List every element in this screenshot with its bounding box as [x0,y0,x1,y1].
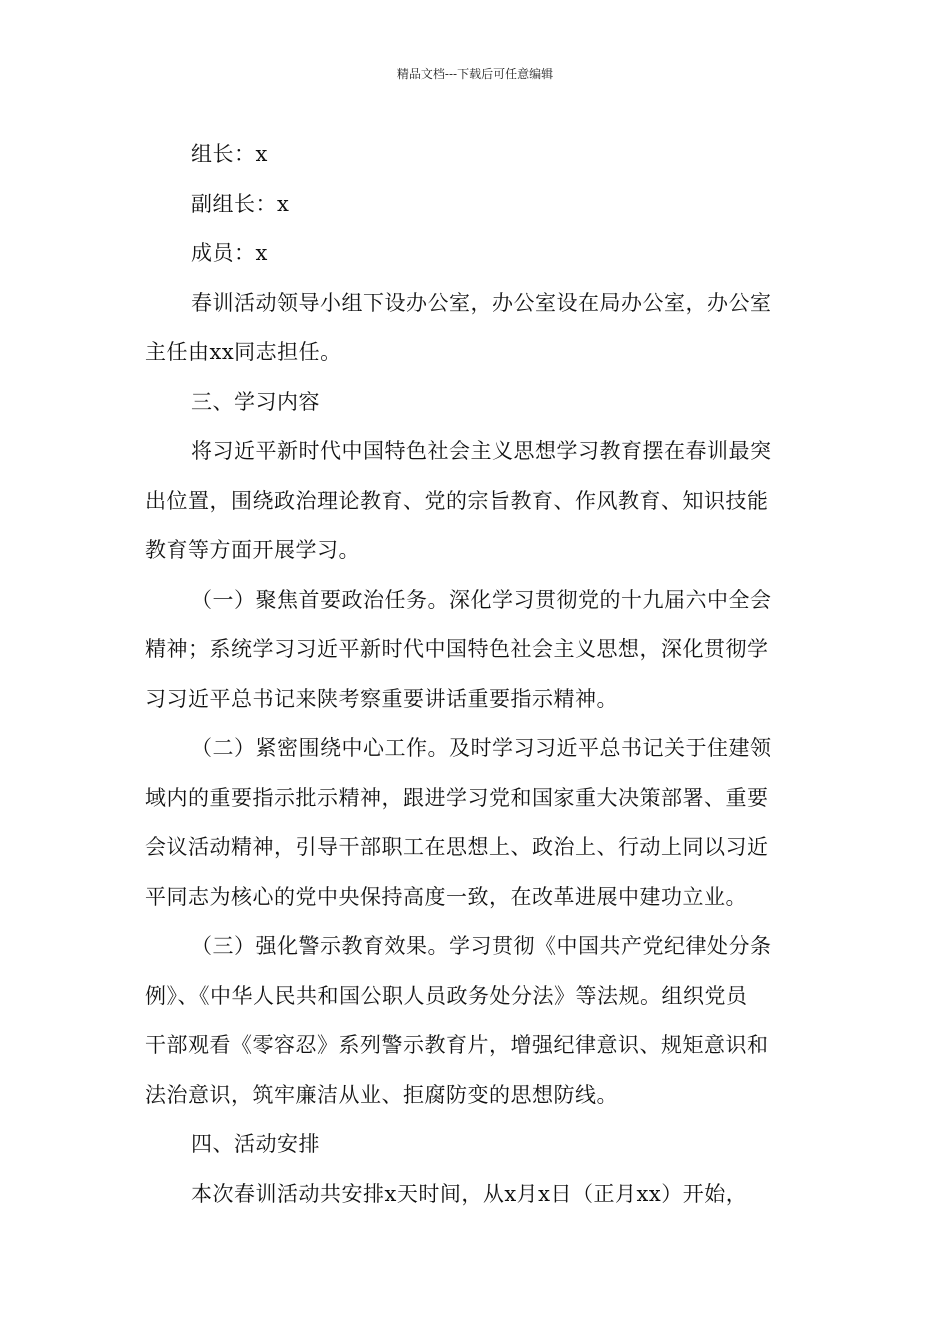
text-line: 副组长：x [191,191,290,216]
text-line: 例》、《中华人民共和国公职人员政务处分法》等法规。组织党员 [145,983,748,1008]
document-body [145,130,810,1219]
text-line: 将习近平新时代中国特色社会主义思想学习教育摆在春训最突 [191,439,772,463]
text-line: 教育等方面开展学习。 [145,538,360,562]
section-heading: 三、学习内容 [191,389,320,414]
text-line: 平同志为核心的党中央保持高度一致，在改革进展中建功立业。 [145,884,747,909]
text-line: 法治意识，筑牢廉洁从业、拒腐防变的思想防线。 [145,1082,618,1107]
text-line: 组长：x [191,142,268,166]
text-line: 域内的重要指示批示精神，跟进学习党和国家重大决策部署、重要 [145,785,769,810]
text-line: 成员：x [191,241,268,265]
text-line: 干部观看《零容忍》系列警示教育片，增强纪律意识、规矩意识和 [145,1033,769,1057]
section-heading: 四、活动安排 [191,1132,320,1156]
text-line: （一）聚焦首要政治任务。深化学习贯彻党的十九届六中全会 [191,587,772,612]
text-line: 主任由xx同志担任。 [145,340,342,364]
text-line: 春训活动领导小组下设办公室，办公室设在局办公室，办公室 [191,290,772,315]
text-line: 习习近平总书记来陕考察重要讲话重要指示精神。 [145,686,618,711]
text-line: 精神；系统学习习近平新时代中国特色社会主义思想，深化贯彻学 [145,637,769,661]
text-line: 会议活动精神，引导干部职工在思想上、政治上、行动上同以习近 [145,835,769,859]
text-line: （二）紧密围绕中心工作。及时学习习近平总书记关于住建领 [191,736,772,760]
page-header: 精品文档---下载后可任意编辑 [396,67,554,81]
text-line: （三）强化警示教育效果。学习贯彻《中国共产党纪律处分条 [191,934,772,958]
text-line: 本次春训活动共安排x天时间，从x月x日（正月xx）开始， [191,1181,748,1206]
text-line: 出位置，围绕政治理论教育、党的宗旨教育、作风教育、知识技能 [145,488,769,513]
